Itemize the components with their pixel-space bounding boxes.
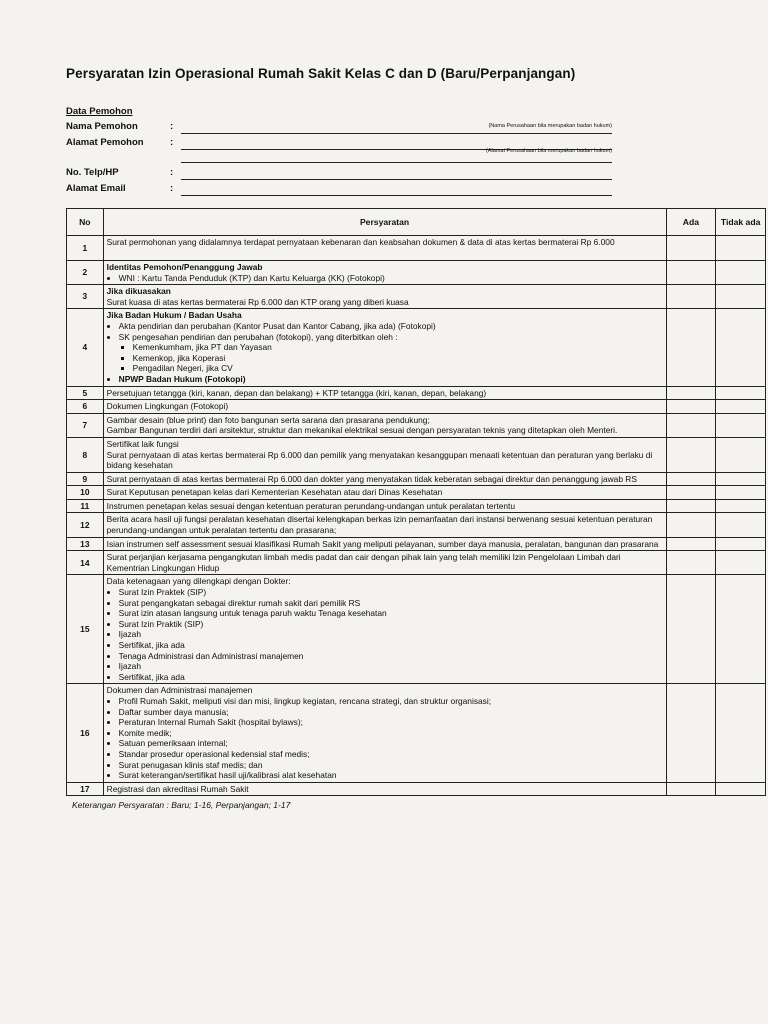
row-number: 6 bbox=[67, 400, 104, 414]
requirement-text: Surat permohonan yang didalamnya terdapat pernyataan kebenaran dan keabsahan dokumen & data di atas kertas bermaterai Rp 6.000 bbox=[103, 236, 666, 261]
check-ada[interactable] bbox=[666, 386, 716, 400]
check-tidak-ada[interactable] bbox=[716, 782, 766, 796]
row-number: 13 bbox=[67, 537, 104, 551]
name-note: (Nama Perusahaan bila merupakan badan hukum) bbox=[488, 123, 612, 129]
row-number: 11 bbox=[67, 499, 104, 513]
check-tidak-ada[interactable] bbox=[716, 285, 766, 309]
table-row bbox=[67, 437, 766, 472]
phone-line bbox=[181, 179, 612, 180]
table-row bbox=[67, 499, 766, 513]
requirement-title: Jika dikuasakan bbox=[106, 286, 171, 297]
address-label: Alamat Pemohon bbox=[66, 137, 144, 148]
requirement-text: Surat kuasa di atas kertas bermaterai Rp 6.000 dan KTP orang yang diberi kuasa bbox=[106, 296, 409, 307]
row-number: 1 bbox=[67, 236, 104, 261]
list-item: • Ijazah bbox=[119, 629, 663, 640]
check-tidak-ada[interactable] bbox=[716, 236, 766, 261]
row-number: 17 bbox=[67, 782, 104, 796]
check-tidak-ada[interactable] bbox=[716, 575, 766, 684]
list-item: • Profil Rumah Sakit, meliputi visi dan misi, lingkup kegiatan, rencana strategi, dan struktur organisasi; bbox=[119, 696, 663, 707]
email-colon: : bbox=[170, 183, 174, 194]
check-ada[interactable] bbox=[666, 499, 716, 513]
requirement-text: Gambar Bangunan terdiri dari arsitektur, struktur dan mekanikal elektrikal sesuai dengan persyaratan teknis yang ditetapkan oleh Menteri. bbox=[106, 425, 618, 436]
list-item: • Komite medik; bbox=[119, 728, 663, 739]
check-ada[interactable] bbox=[666, 782, 716, 796]
check-ada[interactable] bbox=[666, 551, 716, 575]
table-header-row bbox=[67, 209, 766, 236]
check-tidak-ada[interactable] bbox=[716, 472, 766, 486]
check-tidak-ada[interactable] bbox=[716, 261, 766, 285]
list-item bbox=[119, 332, 663, 374]
list-item: • Sertifikat, jika ada bbox=[119, 672, 663, 683]
requirement-text: Berita acara hasil uji fungsi peralatan kesehatan disertai kelengkapan berkas izin pemanfaatan dari instansi berwenang sesuai ketentuan peraturan perundang-undangan untuk peralatan tertentu dan prasarana; bbox=[103, 513, 666, 537]
check-ada[interactable] bbox=[666, 513, 716, 537]
check-tidak-ada[interactable] bbox=[716, 551, 766, 575]
applicant-section-label: Data Pemohon bbox=[66, 106, 133, 117]
requirement-text: Surat pernyataan di atas kertas bermaterai Rp 6.000 dan pemilik yang menyatakan kesanggupan menaati ketentuan dan peraturan yang berlaku di bidang kesehatan bbox=[106, 449, 653, 471]
list-item: ▪ Kemenkop, jika Koperasi bbox=[133, 353, 663, 364]
table-row bbox=[67, 309, 766, 386]
check-ada[interactable] bbox=[666, 472, 716, 486]
check-tidak-ada[interactable] bbox=[716, 486, 766, 500]
check-ada[interactable] bbox=[666, 413, 716, 437]
header-requirement: Persyaratan bbox=[103, 209, 666, 236]
list-item: • Surat Izin Praktik (SIP) bbox=[119, 619, 663, 630]
requirement-title: Identitas Pemohon/Penanggung Jawab bbox=[106, 262, 263, 272]
requirement-text: Persetujuan tetangga (kiri, kanan, depan dan belakang) + KTP tetangga (kiri, kanan, depan, belakang) bbox=[103, 386, 666, 400]
requirement-text: Surat Keputusan penetapan kelas dari Kementerian Kesehatan atau dari Dinas Kesehatan bbox=[103, 486, 666, 500]
list-item: • Surat keterangan/sertifikat hasil uji/kalibrasi alat kesehatan bbox=[119, 770, 663, 781]
list-item: • Surat izin atasan langsung untuk tenaga paruh waktu Tenaga kesehatan bbox=[119, 608, 663, 619]
email-line bbox=[181, 195, 612, 196]
table-row bbox=[67, 261, 766, 285]
table-row bbox=[67, 236, 766, 261]
address-field[interactable] bbox=[66, 137, 612, 154]
row-number: 8 bbox=[67, 437, 104, 472]
requirement-text: Isian instrumen self assessment sesuai klasifikasi Rumah Sakit yang meliputi pelayanan, sumber daya manusia, peralatan, bangunan dan prasarana bbox=[103, 537, 666, 551]
row-number: 4 bbox=[67, 309, 104, 386]
row-number: 5 bbox=[67, 386, 104, 400]
table-row bbox=[67, 386, 766, 400]
check-tidak-ada[interactable] bbox=[716, 386, 766, 400]
check-tidak-ada[interactable] bbox=[716, 400, 766, 414]
table-row bbox=[67, 782, 766, 796]
address-note: (Alamat Perusahaan bila merupakan badan hukum) bbox=[486, 148, 612, 154]
header-tidak-ada: Tidak ada bbox=[716, 209, 766, 236]
phone-field[interactable] bbox=[66, 167, 612, 181]
name-line bbox=[181, 133, 612, 134]
requirement-cell bbox=[103, 437, 666, 472]
requirement-text: Instrumen penetapan kelas sesuai dengan ketentuan peraturan perundang-undangan untuk peralatan tertentu bbox=[103, 499, 666, 513]
table-row bbox=[67, 551, 766, 575]
check-ada[interactable] bbox=[666, 486, 716, 500]
list-item-text: SK pengesahan pendirian dan perubahan (fotokopi), yang diterbitkan oleh : bbox=[118, 331, 398, 342]
list-item: • Akta pendirian dan perubahan (Kantor Pusat dan Kantor Cabang, jika ada) (Fotokopi) bbox=[119, 321, 663, 332]
check-tidak-ada[interactable] bbox=[716, 309, 766, 386]
check-tidak-ada[interactable] bbox=[716, 513, 766, 537]
table-row bbox=[67, 413, 766, 437]
check-tidak-ada[interactable] bbox=[716, 413, 766, 437]
row-number: 9 bbox=[67, 472, 104, 486]
requirement-title: Jika Badan Hukum / Badan Usaha bbox=[106, 310, 242, 321]
header-no: No bbox=[67, 209, 104, 236]
check-ada[interactable] bbox=[666, 575, 716, 684]
row-number: 10 bbox=[67, 486, 104, 500]
address-line-2 bbox=[181, 162, 612, 163]
requirement-text: Registrasi dan akreditasi Rumah Sakit bbox=[103, 782, 666, 796]
table-row bbox=[67, 537, 766, 551]
list-item: • Ijazah bbox=[119, 661, 663, 672]
email-label: Alamat Email bbox=[66, 183, 126, 194]
phone-colon: : bbox=[170, 167, 174, 178]
table-row bbox=[67, 400, 766, 414]
table-row bbox=[67, 575, 766, 684]
check-tidak-ada[interactable] bbox=[716, 499, 766, 513]
requirement-text: Surat perjanjian kerjasama pengangkutan limbah medis padat dan cair dengan pihak lain yang telah memiliki Izin Pengelolaan Limbah dari Kementrian Lingkungan Hidup bbox=[103, 551, 666, 575]
check-tidak-ada[interactable] bbox=[716, 684, 766, 782]
list-item: • Tenaga Administrasi dan Administrasi manajemen bbox=[119, 651, 663, 662]
list-item: • Satuan pemeriksaan internal; bbox=[119, 738, 663, 749]
requirement-cell bbox=[103, 309, 666, 386]
header-ada: Ada bbox=[666, 209, 716, 236]
list-item: • WNI : Kartu Tanda Penduduk (KTP) dan Kartu Keluarga (KK) (Fotokopi) bbox=[119, 273, 663, 284]
row-number: 15 bbox=[67, 575, 104, 684]
list-item: • Peraturan Internal Rumah Sakit (hospital bylaws); bbox=[119, 717, 663, 728]
email-field[interactable] bbox=[66, 183, 612, 197]
name-label: Nama Pemohon bbox=[66, 121, 138, 132]
table-row bbox=[67, 472, 766, 486]
requirement-text: Dokumen Lingkungan (Fotokopi) bbox=[103, 400, 666, 414]
list-item: ▪ Kemenkumham, jika PT dan Yayasan bbox=[133, 342, 663, 353]
name-field[interactable] bbox=[66, 121, 612, 135]
check-ada[interactable] bbox=[666, 537, 716, 551]
list-item: • Surat Izin Praktek (SIP) bbox=[119, 587, 663, 598]
table-row bbox=[67, 486, 766, 500]
list-item: • Surat pengangkatan sebagai direktur rumah sakit dari pemilik RS bbox=[119, 598, 663, 609]
list-item: • Sertifikat, jika ada bbox=[119, 640, 663, 651]
requirements-note: Keterangan Persyaratan : Baru; 1-16, Perpanjangan; 1-17 bbox=[72, 800, 291, 810]
row-number: 3 bbox=[67, 285, 104, 309]
requirement-title: Data ketenagaan yang dilengkapi dengan Dokter: bbox=[106, 576, 291, 587]
name-colon: : bbox=[170, 121, 174, 132]
check-tidak-ada[interactable] bbox=[716, 437, 766, 472]
check-ada[interactable] bbox=[666, 437, 716, 472]
requirement-title: Dokumen dan Administrasi manajemen bbox=[106, 685, 253, 696]
list-item: • Daftar sumber daya manusia; bbox=[119, 707, 663, 718]
requirements-table bbox=[66, 208, 766, 796]
row-number: 2 bbox=[67, 261, 104, 285]
list-item: • NPWP Badan Hukum (Fotokopi) bbox=[119, 374, 663, 385]
document-title: Persyaratan Izin Operasional Rumah Sakit Kelas C dan D (Baru/Perpanjangan) bbox=[66, 66, 576, 81]
check-ada[interactable] bbox=[666, 285, 716, 309]
check-ada[interactable] bbox=[666, 684, 716, 782]
check-ada[interactable] bbox=[666, 309, 716, 386]
requirement-cell bbox=[103, 575, 666, 684]
row-number: 7 bbox=[67, 413, 104, 437]
list-item: ▪ Pengadilan Negeri, jika CV bbox=[133, 363, 663, 374]
requirement-title: Gambar desain (blue print) dan foto bangunan serta sarana dan prasarana pendukung; bbox=[106, 414, 430, 425]
requirement-cell bbox=[103, 285, 666, 309]
row-number: 12 bbox=[67, 513, 104, 537]
row-number: 14 bbox=[67, 551, 104, 575]
list-item: • Surat penugasan klinis staf medis; dan bbox=[119, 760, 663, 771]
requirement-cell bbox=[103, 413, 666, 437]
table-row bbox=[67, 684, 766, 782]
address-colon: : bbox=[170, 137, 174, 148]
table-row bbox=[67, 285, 766, 309]
requirement-text: Surat pernyataan di atas kertas bermaterai Rp 6.000 dan dokter yang menyatakan tidak keberatan sebagai direktur dan penanggung jawab RS bbox=[103, 472, 666, 486]
phone-label: No. Telp/HP bbox=[66, 167, 119, 178]
table-row bbox=[67, 513, 766, 537]
requirement-title: Sertifikat laik fungsi bbox=[106, 438, 179, 449]
check-tidak-ada[interactable] bbox=[716, 537, 766, 551]
check-ada[interactable] bbox=[666, 400, 716, 414]
check-ada[interactable] bbox=[666, 236, 716, 261]
requirement-cell bbox=[103, 684, 666, 782]
check-ada[interactable] bbox=[666, 261, 716, 285]
list-item: • Standar prosedur operasional kedensial staf medis; bbox=[119, 749, 663, 760]
row-number: 16 bbox=[67, 684, 104, 782]
requirement-cell bbox=[103, 261, 666, 285]
